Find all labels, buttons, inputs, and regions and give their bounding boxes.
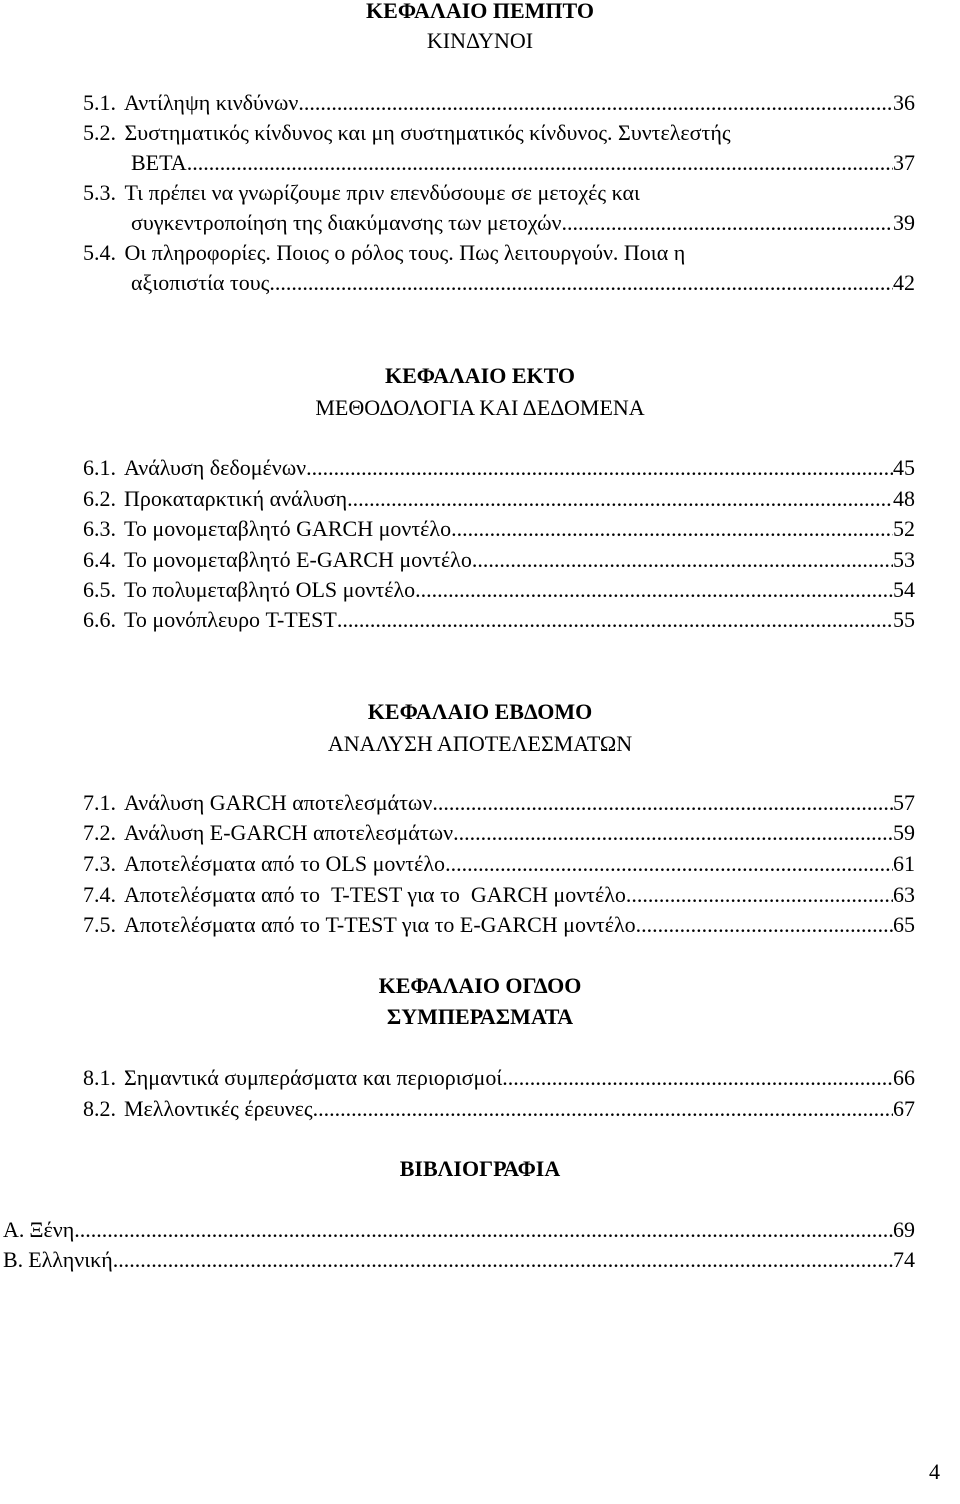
toc-entry-5-4-line1[interactable]: 5.4. Οι πληροφορίες. Ποιος ο ρόλος τους. Πως λειτουργούν. Ποια η bbox=[83, 240, 686, 265]
toc-entry-6-4[interactable]: 6.4. Το μονομεταβλητό E-GARCH μοντέλο ..... 53 bbox=[83, 545, 915, 575]
chapter-6-subheading: ΜΕΘΟΔΟΛΟΓΙΑ ΚΑΙ ΔΕΔΟΜΕΝΑ bbox=[315, 395, 645, 420]
toc-entry-7-1[interactable]: 7.1. Ανάλυση GARCH αποτελεσμάτων ..... 57 bbox=[83, 788, 915, 818]
toc-entry-5-3-line1[interactable]: 5.3. Τι πρέπει να γνωρίζουμε πριν επενδύσουμε σε μετοχές και bbox=[83, 180, 640, 205]
chapter-7-heading: ΚΕΦΑΛΑΙΟ ΕΒΔΟΜΟ bbox=[367, 699, 593, 724]
bibliography-entry-foreign[interactable]: Α. Ξένη ..... 69 bbox=[3, 1215, 915, 1245]
toc-entry-8-2[interactable]: 8.2. Μελλοντικές έρευνες ..... 67 bbox=[83, 1094, 915, 1124]
bibliography-entry-greek[interactable]: Β. Ελληνική ..... 74 bbox=[3, 1245, 915, 1275]
toc-entry-6-6[interactable]: 6.6. Το μονόπλευρο T-TEST ..... 55 bbox=[83, 605, 915, 635]
toc-entry-7-5[interactable]: 7.5. Αποτελέσματα από το T-TEST για το E-GARCH μοντέλο ..... 65 bbox=[83, 910, 915, 940]
toc-entry-6-1[interactable]: 6.1. Ανάλυση δεδομένων ..... 45 bbox=[83, 453, 915, 483]
chapter-5-subheading: ΚΙΝΔΥΝΟΙ bbox=[426, 28, 534, 53]
toc-entry-7-4[interactable]: 7.4. Αποτελέσματα από το T-TEST για το GARCH μοντέλο ..... 63 bbox=[83, 880, 915, 910]
toc-entry-6-2[interactable]: 6.2. Προκαταρκτική ανάλυση ..... 48 bbox=[83, 484, 915, 514]
toc-entry-7-2[interactable]: 7.2. Ανάλυση E-GARCH αποτελεσμάτων ..... 59 bbox=[83, 818, 915, 848]
chapter-5-heading: ΚΕΦΑΛΑΙΟ ΠΕΜΠΤΟ bbox=[366, 0, 594, 23]
toc-entry-5-4-line2[interactable]: αξιοπιστία τους. ..... 42 bbox=[131, 268, 915, 298]
toc-entry-5-2-line2[interactable]: BETA ..... 37 bbox=[131, 148, 915, 178]
page-number: 4 bbox=[929, 1459, 940, 1484]
toc-entry-8-1[interactable]: 8.1. Σημαντικά συμπεράσματα και περιορισμοί ..... 66 bbox=[83, 1063, 915, 1093]
bibliography-heading: ΒΙΒΛΙΟΓΡΑΦΙΑ bbox=[399, 1156, 561, 1181]
toc-entry-6-5[interactable]: 6.5. Το πολυμεταβλητό OLS μοντέλο ..... 54 bbox=[83, 575, 915, 605]
chapter-7-subheading: ΑΝΑΛΥΣΗ ΑΠΟΤΕΛΕΣΜΑΤΩΝ bbox=[327, 731, 633, 756]
chapter-8-heading: ΚΕΦΑΛΑΙΟ ΟΓΔΟΟ bbox=[378, 973, 582, 998]
toc-entry-6-3[interactable]: 6.3. Το μονομεταβλητό GARCH μοντέλο ..... 52 bbox=[83, 514, 915, 544]
toc-entry-7-3[interactable]: 7.3. Αποτελέσματα από το OLS μοντέλο ..... 61 bbox=[83, 849, 915, 879]
toc-entry-5-2-line1[interactable]: 5.2. Συστηματικός κίνδυνος και μη συστηματικός κίνδυνος. Συντελεστής bbox=[83, 120, 731, 145]
toc-entry-5-1[interactable]: 5.1. Αντίληψη κινδύνων ..... 36 bbox=[83, 88, 915, 118]
chapter-8-subheading: ΣΥΜΠΕΡΑΣΜΑΤΑ bbox=[386, 1004, 574, 1029]
toc-entry-5-3-line2[interactable]: συγκεντροποίηση της διακύμανσης των μετοχών ..... 39 bbox=[131, 208, 915, 238]
chapter-6-heading: ΚΕΦΑΛΑΙΟ ΕΚΤΟ bbox=[384, 363, 575, 388]
